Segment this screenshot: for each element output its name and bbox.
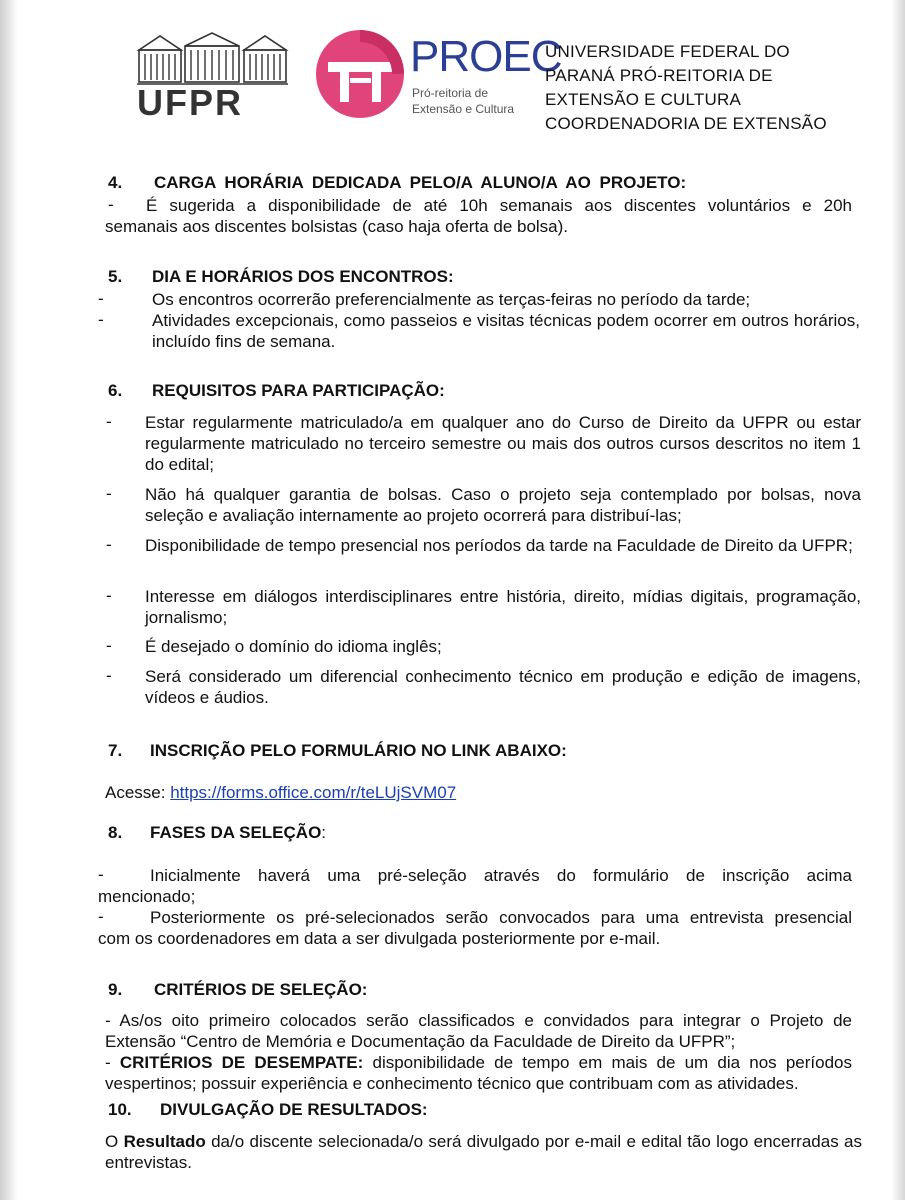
section-6-item-5: É desejado o domínio do idioma inglês; [145,637,442,656]
page-edge-shadow-left [0,0,18,1200]
institution-line: EXTENSÃO E CULTURA [545,90,741,109]
bullet-dash: - [106,636,112,655]
section-6-item-4: Interesse em diálogos interdisciplinares entre história, direito, mídias digitais, programação, jornalismo; [145,587,861,627]
form-link[interactable]: https://forms.office.com/r/teLUjSVM07 [170,783,457,802]
section-5-item-2: Atividades excepcionais, como passeios e visitas técnicas podem ocorrer em outros horários, incluído fins de semana. [152,311,860,351]
bullet-dash: - [98,907,104,926]
section-4-line-2: semanais aos discentes bolsistas (caso haja oferta de bolsa). [105,217,569,236]
section-8-line-3: Posteriormente os pré-selecionados serão convocados para uma entrevista presencial [150,908,852,927]
ufpr-logo-text: UFPR [137,82,243,123]
section-8-line-2: mencionado; [98,887,196,906]
ufpr-logo [135,30,290,123]
bullet-dash: - [106,666,112,685]
institution-line: UNIVERSIDADE FEDERAL DO [545,42,790,61]
section-6-item-6: Será considerado um diferencial conhecimento técnico em produção e edição de imagens, vídeos e áudios. [145,667,861,707]
section-4-line-1: É sugerida a disponibilidade de até 10h semanais aos discentes voluntários e 20h [146,196,852,215]
proec-emblem-icon [314,28,414,120]
section-9-paragraph-1: - As/os oito primeiro colocados serão classificados e convidados para integrar o Projeto de Extensão “Centro de Memória e Documentação da Faculdade de Direito da UFPR”; [105,1011,852,1051]
section-6-item-3: Disponibilidade de tempo presencial nos períodos da tarde na Faculdade de Direito da UFPR; [145,536,853,555]
section-6-item-1: Estar regularmente matriculado/a em qualquer ano do Curso de Direito da UFPR ou estar regularmente matriculado no terceiro semestre ou mais dos outros cursos descritos no item 1 do edital; [145,413,861,474]
page-edge-shadow-right [891,0,905,1200]
section-10-paragraph: O Resultado da/o discente selecionada/o será divulgado por e-mail e edital tão logo encerradas as entrevistas. [105,1132,862,1172]
bullet-dash: - [106,535,112,554]
proec-subtitle-2: Extensão e Cultura [412,102,515,116]
proec-subtitle-1: Pró-reitoria de [412,86,489,100]
bullet-dash: - [98,289,104,308]
bullet-dash: - [106,484,112,503]
bullet-dash: - [106,412,112,431]
institution-line: PARANÁ PRÓ-REITORIA DE [545,66,773,85]
proec-logo-text: PROEC [410,32,562,81]
section-5-item-1: Os encontros ocorrerão preferencialmente as terças-feiras no período da tarde; [152,290,751,309]
section-6-item-2: Não há qualquer garantia de bolsas. Caso o projeto seja contemplado por bolsas, nova seleção e avaliação internamente ao projeto ocorrerá para distribuí-las; [145,485,861,525]
bullet-dash: - [98,865,104,884]
section-7-access: Acesse: https://forms.office.com/r/teLUjSVM07 [105,783,457,802]
bullet-dash: - [108,195,114,214]
proec-logo [314,28,562,120]
section-8-line-4: com os coordenadores em data a ser divulgada posteriormente por e-mail. [98,929,661,948]
section-9-paragraph-2: - CRITÉRIOS DE DESEMPATE: disponibilidade de tempo em mais de um dia nos períodos vespertinos; possuir experiência e conhecimento técnico que contribuam com as atividades. [105,1053,852,1093]
institution-heading [545,40,827,136]
bullet-dash: - [106,586,112,605]
institution-line: COORDENADORIA DE EXTENSÃO [545,114,827,133]
section-8-line-1: Inicialmente haverá uma pré-seleção através do formulário de inscrição acima [150,866,852,885]
bullet-dash: - [98,310,104,329]
